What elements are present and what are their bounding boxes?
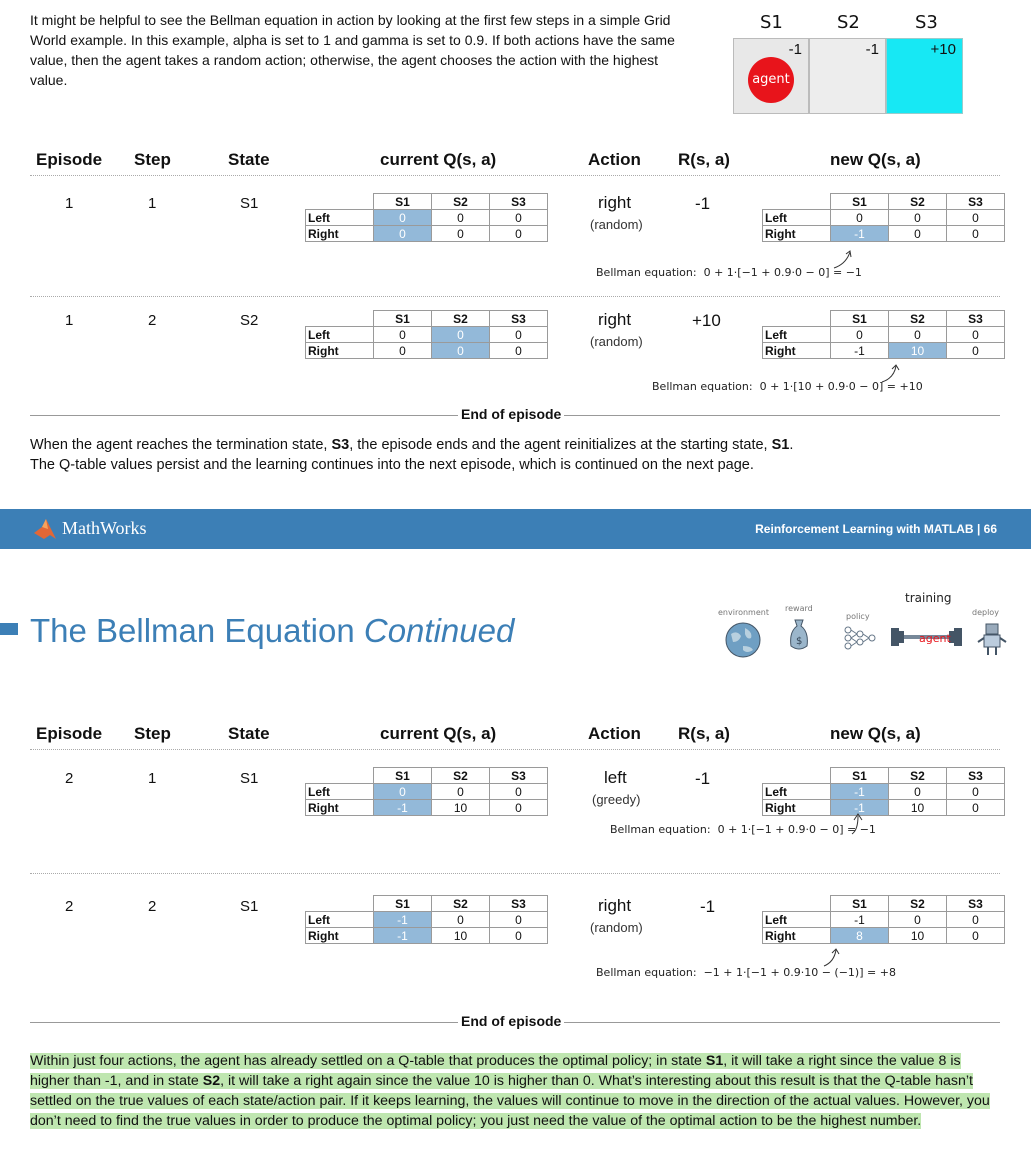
col-s2: S2 [432,194,490,210]
row3-step: 1 [148,770,157,787]
q-cell: 0 [947,800,1005,816]
row2-episode: 1 [65,312,74,329]
bellman-label: Bellman equation: [610,823,711,836]
row-left: Left [763,327,831,343]
q-cell: 0 [374,343,432,359]
bellman-label: Bellman equation: [596,266,697,279]
q-cell: 0 [490,210,548,226]
col-s2: S2 [432,896,490,912]
q-cell: 8 [831,928,889,944]
q-cell: 0 [432,210,490,226]
row2-step: 2 [148,312,157,329]
row1-bellman [596,266,862,279]
q-cell: -1 [374,800,432,816]
arrow-icon [822,946,846,968]
row3-state: S1 [240,770,259,787]
q-cell: 0 [374,226,432,242]
col-s1: S1 [374,311,432,327]
row3-current-q-table [305,767,548,816]
text-run: Within just four actions, the agent has already settled on a Q-table that produces the optimal policy; in state [30,1053,706,1069]
page-title [30,612,514,650]
row1-reward: -1 [695,194,711,213]
row-left: Left [306,210,374,226]
col-s3: S3 [947,311,1005,327]
q-cell: 0 [490,800,548,816]
q-cell: 0 [947,226,1005,242]
row-right: Right [763,343,831,359]
separator: | [976,522,981,536]
row-right: Right [763,800,831,816]
text-run: , the episode ends and the agent reinitializes at the starting state, [349,437,772,453]
col-s1: S1 [374,896,432,912]
header-reward: R(s, a) [678,150,730,169]
q-cell: -1 [831,912,889,928]
row1-step: 1 [148,195,157,212]
col-s1: S1 [831,194,889,210]
agent-token-label: agent [752,72,790,87]
page-number: 66 [983,522,997,536]
q-cell: 10 [889,928,947,944]
row-left: Left [306,327,374,343]
row2-new-q-table [762,310,1005,359]
header-new-q: new Q(s, a) [830,150,921,169]
q-cell: 10 [432,928,490,944]
header-step: Step [134,150,171,169]
row4-action-note: (random) [590,920,643,935]
row1-action: right [598,193,632,212]
col-s3: S3 [947,194,1005,210]
bellman-expression: 0 + 1·[−1 + 0.9·0 − 0] = −1 [703,266,862,279]
row1-episode: 1 [65,195,74,212]
arrow-icon [880,362,904,384]
text-bold: S1 [771,437,790,453]
q-cell: 0 [432,226,490,242]
q-cell: -1 [831,343,889,359]
q-cell: 0 [947,210,1005,226]
title-italic: Continued [363,612,515,649]
workflow-deploy-label: deploy [972,608,999,617]
q-cell: 0 [889,327,947,343]
header-action: Action [588,150,641,169]
row3-action-note: (greedy) [592,792,641,807]
rl-workflow-illustration [715,588,1015,663]
grid-cell-s1 [733,38,809,114]
row2-reward: +10 [692,311,721,330]
row4-episode: 2 [65,898,74,915]
q-cell: -1 [374,912,432,928]
text-bold: S1 [705,1053,724,1069]
col-s3: S3 [490,768,548,784]
col-s3: S3 [947,896,1005,912]
grid-cell-s3-goal [886,38,963,114]
grid-reward-s2: -1 [865,41,879,58]
header-state: State [228,724,270,743]
neural-network-icon [843,624,877,652]
col-s1: S1 [831,768,889,784]
q-cell: -1 [831,800,889,816]
q-cell: 0 [374,784,432,800]
row4-action: right [598,896,632,915]
row3-bellman [610,823,876,836]
row-right: Right [306,928,374,944]
header-new-q: new Q(s, a) [830,724,921,743]
q-cell: 0 [490,327,548,343]
money-bag-icon [787,616,811,656]
row3-action: left [604,768,627,787]
bellman-label: Bellman equation: [596,966,697,979]
row2-action-note: (random) [590,334,643,349]
row-right: Right [306,226,374,242]
end-of-episode-label: End of episode [458,1013,564,1029]
header-current-q: current Q(s, a) [380,724,497,743]
row-left: Left [763,784,831,800]
row-left: Left [306,912,374,928]
grid-reward-s3: +10 [930,41,956,58]
page-footer-label [755,522,997,536]
workflow-training-label: training [905,591,952,605]
q-cell: 0 [889,226,947,242]
q-cell: 0 [947,912,1005,928]
text-run: . [789,437,794,453]
col-s2: S2 [432,768,490,784]
header-action: Action [588,724,641,743]
row2-current-q-table [305,310,548,359]
row-right: Right [763,928,831,944]
q-cell: -1 [831,226,889,242]
q-cell: 0 [374,327,432,343]
q-cell: 0 [947,343,1005,359]
q-cell: -1 [374,928,432,944]
q-cell: 0 [490,912,548,928]
robot-icon [977,618,1007,658]
text-run: When the agent reaches the termination state, [30,437,332,453]
col-s3: S3 [490,896,548,912]
row4-new-q-table [762,895,1005,944]
row-right: Right [763,226,831,242]
text-run: , it will take a right since the value 8 is higher than -1, and in state [30,1053,961,1089]
row3-new-q-table [762,767,1005,816]
row4-bellman [596,966,896,979]
text-run: The Q-table values persist and the learning continues into the next episode, which is continued on the next page. [30,457,754,473]
grid-cell-s2 [809,38,886,114]
svg-text:$: $ [796,636,803,647]
row-left: Left [763,912,831,928]
q-cell: 0 [947,784,1005,800]
col-s2: S2 [889,311,947,327]
bellman-label: Bellman equation: [652,380,753,393]
divider [30,873,1000,874]
divider [30,296,1000,297]
brand-name: MathWorks [62,518,147,538]
q-cell: 10 [889,800,947,816]
col-s2: S2 [432,311,490,327]
header-current-q: current Q(s, a) [380,150,497,169]
col-s2: S2 [889,194,947,210]
title-accent-bar [0,623,18,635]
q-cell: 10 [889,343,947,359]
row2-state: S2 [240,312,259,329]
row1-current-q-table [305,193,548,242]
row1-state: S1 [240,195,259,212]
grid-state-label-s2: S2 [837,12,860,33]
bellman-expression: 0 + 1·[10 + 0.9·0 − 0] = +10 [759,380,923,393]
q-cell: 0 [831,327,889,343]
q-cell: -1 [831,784,889,800]
col-s1: S1 [374,194,432,210]
workflow-environment-label: environment [718,608,769,617]
arrow-icon [850,812,874,838]
grid-world-diagram [733,10,965,116]
header-reward: R(s, a) [678,724,730,743]
row4-state: S1 [240,898,259,915]
arrow-icon [832,248,856,270]
text-bold: S2 [202,1073,221,1089]
row4-reward: -1 [700,897,716,916]
row3-episode: 2 [65,770,74,787]
header-episode: Episode [36,150,103,169]
q-cell: 0 [889,210,947,226]
text-run: , it will take a right again since the value 10 is higher than 0. What’s interesting about this result is that the Q-table hasn’t settled on the true values of each state/action pair. If it keeps learning, the values will continue to move in the direction of the actual values. However, you don’t need to find the true values in order to produce the optimal policy; you just need the value of the optimal action to be the highest number. [30,1073,990,1129]
globe-icon [723,620,763,660]
q-cell: 0 [490,226,548,242]
col-s3: S3 [947,768,1005,784]
q-cell: 0 [889,912,947,928]
row1-action-note: (random) [590,217,643,232]
grid-reward-s1: -1 [788,41,802,58]
row-right: Right [306,800,374,816]
col-s1: S1 [831,896,889,912]
col-s1: S1 [831,311,889,327]
col-s1: S1 [374,768,432,784]
col-s3: S3 [490,311,548,327]
workflow-agent-label: agent [919,632,951,645]
divider [30,175,1000,176]
title-main: The Bellman Equation [30,612,355,649]
q-cell: 0 [432,343,490,359]
q-cell: 0 [889,784,947,800]
text-bold: S3 [331,437,350,453]
mathworks-logo-icon [32,517,58,541]
page-footer-banner [0,509,1031,549]
termination-paragraph [30,435,1010,475]
q-cell: 0 [432,912,490,928]
agent-token-icon [748,57,794,103]
header-step: Step [134,724,171,743]
workflow-reward-label: reward [785,604,813,613]
q-cell: 0 [490,343,548,359]
grid-state-label-s1: S1 [760,12,783,33]
q-cell: 0 [374,210,432,226]
guide-title: Reinforcement Learning with MATLAB [755,522,974,536]
q-cell: 0 [947,327,1005,343]
header-state: State [228,150,270,169]
col-s2: S2 [889,896,947,912]
row-right: Right [306,343,374,359]
header-episode: Episode [36,724,103,743]
intro-paragraph: It might be helpful to see the Bellman equation in action by looking at the first few steps in a simple Grid World example. In this example, alpha is set to 1 and gamma is set to 0.9. If both actions have the same value, then the agent takes a random action; otherwise, the agent chooses the action with the highest value. [30,12,675,88]
conclusion-paragraph [30,1051,1000,1131]
grid-state-label-s3: S3 [915,12,938,33]
col-s3: S3 [490,194,548,210]
q-cell: 0 [432,784,490,800]
q-cell: 0 [490,928,548,944]
end-of-episode-label: End of episode [458,406,564,422]
bellman-expression: 0 + 1·[−1 + 0.9·0 − 0] = −1 [717,823,876,836]
row-left: Left [306,784,374,800]
row4-current-q-table [305,895,548,944]
q-cell: 0 [490,784,548,800]
divider [30,749,1000,750]
row1-new-q-table [762,193,1005,242]
q-cell: 0 [947,928,1005,944]
q-cell: 10 [432,800,490,816]
row2-action: right [598,310,632,329]
bellman-expression: −1 + 1·[−1 + 0.9·10 − (−1)] = +8 [703,966,896,979]
row3-reward: -1 [695,769,711,788]
row-left: Left [763,210,831,226]
q-cell: 0 [831,210,889,226]
col-s2: S2 [889,768,947,784]
workflow-policy-label: policy [846,612,870,621]
q-cell: 0 [432,327,490,343]
row4-step: 2 [148,898,157,915]
